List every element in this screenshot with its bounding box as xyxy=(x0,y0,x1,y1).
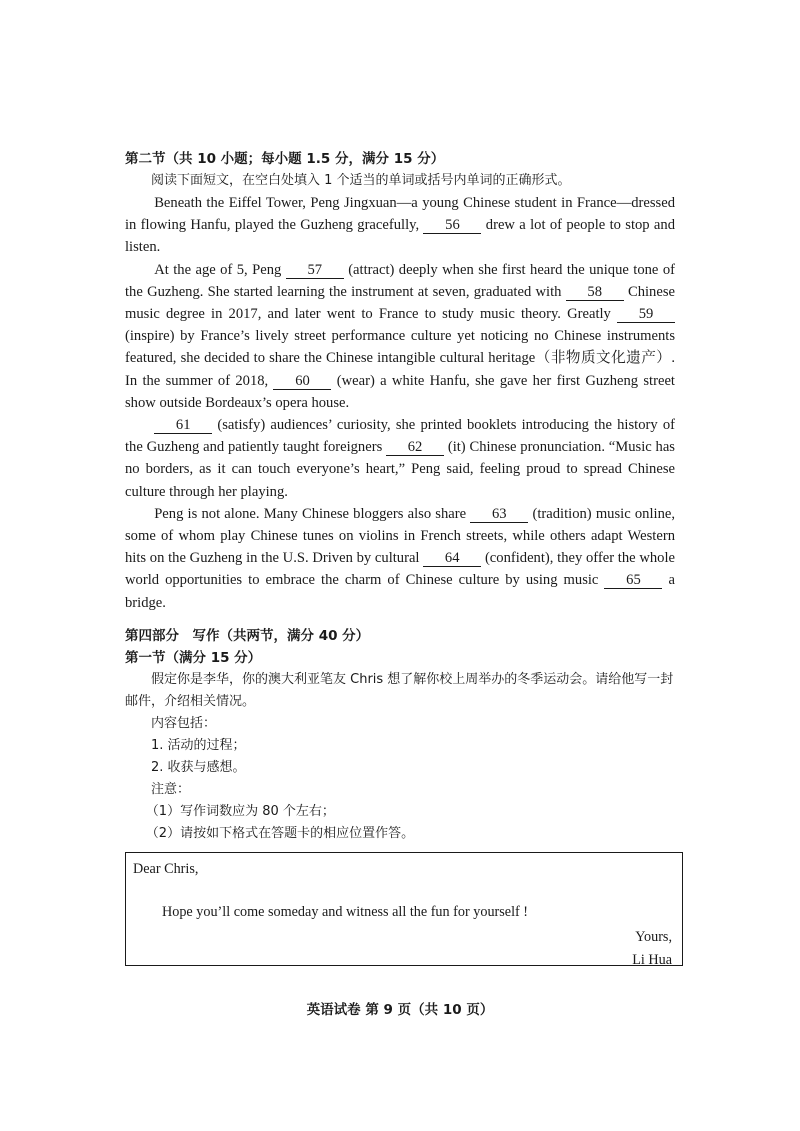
content-item-2: 2. 收获与感想。 xyxy=(151,759,246,775)
page-footer: 英语试卷 第 9 页（共 10 页） xyxy=(306,1002,494,1018)
writing-prompt: 假定你是李华，你的澳大利亚笔友 Chris 想了解你校上周举办的冬季运动会。请给他写一封邮件，介绍相关情况。 xyxy=(125,671,674,709)
content-label: 内容包括： xyxy=(151,715,217,731)
blank-58[interactable]: 58 xyxy=(566,285,624,301)
passage-text: (confident), they offer the whole world opportunities to embrace the charm of Chinese culture by using music xyxy=(125,550,676,589)
passage-text: (attract) deeply when she first heard the unique tone of the Guzheng. She started learning the instrument at seven, graduated with xyxy=(125,261,675,300)
letter-salutation: Dear Chris, xyxy=(133,861,199,877)
passage-text: (it) Chinese pronunciation. “Music has no borders, as it can touch everyone’s heart,” Peng said, feeling proud to spread Chinese culture through her playing. xyxy=(125,439,675,500)
blank-61[interactable]: 61 xyxy=(154,418,212,434)
passage-text: (wear) a white Hanfu, she gave her first Guzheng street show outside Bordeaux’s opera house. xyxy=(125,372,675,411)
passage-paragraph-2 xyxy=(125,259,675,414)
letter-body: Hope you’ll come someday and witness all the fun for yourself ! xyxy=(162,904,529,920)
passage-text: (satisfy) audiences’ curiosity, she printed booklets introducing the history of the Guzheng and patiently taught foreigners xyxy=(125,417,675,456)
exam-page xyxy=(125,148,675,845)
blank-62[interactable]: 62 xyxy=(386,440,444,456)
passage-text: a bridge. xyxy=(125,572,675,611)
passage-paragraph-3 xyxy=(125,414,675,503)
passage-text: Peng is not alone. Many Chinese bloggers also share xyxy=(154,505,471,522)
blank-59[interactable]: 59 xyxy=(617,307,675,323)
passage-text: Chinese music degree in 2017, and later went to France to study music theory. Greatly xyxy=(125,283,675,323)
passage-text: (inspire) by France’s lively street performance culture yet noticing no Chinese instruments featured, she decided to share the Chinese intangible cultural heritage（非物质文化遗产）. In the summer of 2018, xyxy=(125,328,675,389)
letter-signature: Li Hua xyxy=(632,952,672,968)
blank-56[interactable]: 56 xyxy=(423,218,481,234)
sub-heading: 第一节（满分 15 分） xyxy=(125,649,262,666)
blank-63[interactable]: 63 xyxy=(470,507,528,523)
blank-64[interactable]: 64 xyxy=(423,551,481,567)
passage-text: At the age of 5, Peng xyxy=(154,261,286,278)
blank-65[interactable]: 65 xyxy=(604,573,662,589)
note-2: （2）请按如下格式在答题卡的相应位置作答。 xyxy=(145,825,415,841)
section-heading: 第二节（共 10 小题；每小题 1.5 分，满分 15 分） xyxy=(125,151,445,167)
section-instruction: 阅读下面短文，在空白处填入 1 个适当的单词或括号内单词的正确形式。 xyxy=(151,173,571,188)
blank-57[interactable]: 57 xyxy=(286,263,344,279)
letter-template-box xyxy=(125,852,683,966)
passage-text: (tradition) music online, some of whom play Chinese tunes on violins in French streets, while others adapt Western hits on the Guzheng in the U.S. Driven by cultural xyxy=(125,505,675,567)
passage-paragraph-4 xyxy=(125,503,675,614)
passage-paragraph-1 xyxy=(125,192,675,259)
note-1: （1）写作词数应为 80 个左右； xyxy=(145,803,335,819)
content-item-1: 1. 活动的过程； xyxy=(151,737,246,753)
part-heading: 第四部分 写作（共两节，满分 40 分） xyxy=(125,627,370,644)
note-label: 注意： xyxy=(151,781,191,797)
letter-closing: Yours, xyxy=(635,929,672,945)
passage-text: Beneath the Eiffel Tower, Peng Jingxuan—a young Chinese student in France—dressed in flowing Hanfu, played the Guzheng gracefully, xyxy=(125,195,675,234)
passage-text: drew a lot of people to stop and listen. xyxy=(125,217,675,256)
blank-60[interactable]: 60 xyxy=(273,374,331,390)
